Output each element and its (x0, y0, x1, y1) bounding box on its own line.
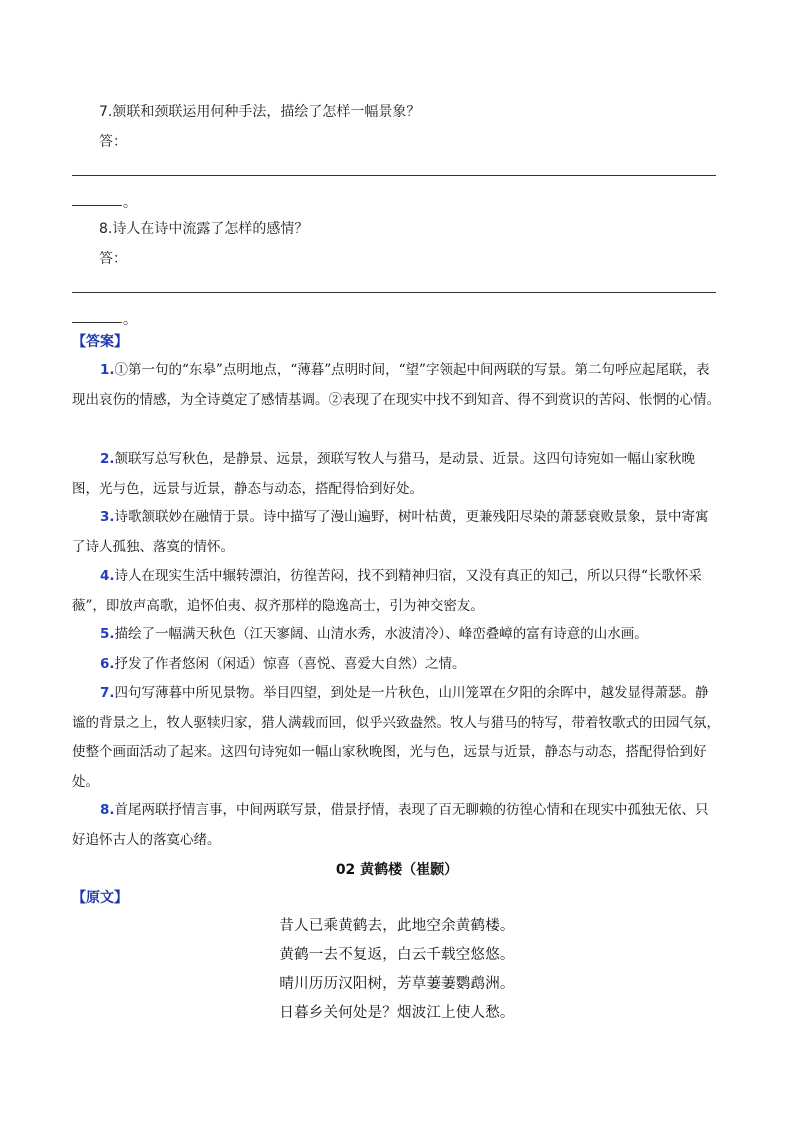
answer-text: 描绘了一幅满天秋色（江天寥阔、山清水秀，水波清冷）、峰峦叠嶂的富有诗意的山水画。 (114, 626, 648, 642)
poem-title: 02 黄鹤楼（崔颢） (335, 862, 459, 878)
answer-num: 1. (100, 362, 115, 378)
answer-num: 3. (100, 509, 115, 525)
answer-item-8 (72, 796, 722, 855)
answer-num: 5. (100, 626, 115, 642)
answer-num: 2. (100, 451, 115, 467)
answer-tail: 。 (123, 195, 137, 211)
answer-line (72, 292, 716, 293)
answer-num: 4. (100, 568, 115, 584)
answer-item-7 (72, 679, 722, 797)
answer-item-4 (72, 562, 722, 621)
answer-text: 诗歌颔联妙在融情于景。诗中描写了漫山遍野，树叶枯黄，更兼残阳尽染的萧瑟衰败景象，景中寄寓了诗人孤独、落寞的情怀。 (72, 509, 709, 555)
answer-label-7: 答： (99, 134, 127, 150)
poem-line: 黄鹤一去不复返，白云千载空悠悠。 (279, 947, 515, 963)
answer-line-short (72, 322, 122, 323)
answer-tail: 。 (123, 312, 137, 328)
answer-text: 四句写薄暮中所见景物。举目四望，到处是一片秋色，山川笼罩在夕阳的余晖中，越发显得萧瑟。静谧的背景之上，牧人驱犊归家，猎人满载而回，似乎兴致盎然。牧人与猎马的特写，带着牧歌式的田园气氛，使整个画面活动了起来。这四句诗宛如一幅山家秋晚图，光与色，远景与近景，静态与动态，搭配得恰到好处。 (72, 685, 720, 790)
question-8: 8.诗人在诗中流露了怎样的感情？ (99, 221, 309, 237)
answer-item-5 (72, 620, 722, 650)
answer-num: 8. (100, 802, 115, 818)
answer-item-2 (72, 445, 722, 504)
question-7: 7.颔联和颈联运用何种手法，描绘了怎样一幅景象？ (99, 104, 421, 120)
original-text-tag: 【原文】 (72, 890, 128, 906)
answer-text: 颔联写总写秋色，是静景、远景，颈联写牧人与猎马，是动景、近景。这四句诗宛如一幅山家秋晚图，光与色，远景与近景，静态与动态，搭配得恰到好处。 (72, 451, 696, 497)
answer-item-1 (72, 356, 722, 415)
answer-item-3 (72, 503, 722, 562)
answer-line-short (72, 205, 122, 206)
answer-label-8: 答： (99, 251, 127, 267)
answer-text: ①第一句的“东皋”点明地点，“薄暮”点明时间，“望”字领起中间两联的写景。第二句呼应起尾联，表现出哀伤的情感，为全诗奠定了感情基调。②表现了在现实中找不到知音、得不到赏识的苦闷、怅惘的心情。 (72, 362, 720, 408)
poem-line: 晴川历历汉阳树，芳草萋萋鹦鹉洲。 (279, 976, 515, 992)
answer-text: 首尾两联抒情言事，中间两联写景，借景抒情，表现了百无聊赖的彷徨心情和在现实中孤独无依、只好追怀古人的落寞心绪。 (72, 802, 709, 848)
answer-item-6 (72, 650, 722, 680)
answer-num: 7. (100, 685, 115, 701)
answer-section-tag: 【答案】 (72, 334, 128, 350)
answer-text: 诗人在现实生活中辗转漂泊，彷徨苦闷，找不到精神归宿，又没有真正的知己，所以只得“长歌怀采薇”，即放声高歌，追怀伯夷、叔齐那样的隐逸高士，引为神交密友。 (72, 568, 702, 614)
answer-num: 6. (100, 656, 115, 672)
answer-text: 抒发了作者悠闲（闲适）惊喜（喜悦、喜爱大自然）之情。 (114, 656, 466, 672)
poem-line: 日暮乡关何处是？烟波江上使人愁。 (279, 1005, 515, 1021)
answer-line (72, 175, 716, 176)
poem-line: 昔人已乘黄鹤去，此地空余黄鹤楼。 (279, 918, 515, 934)
